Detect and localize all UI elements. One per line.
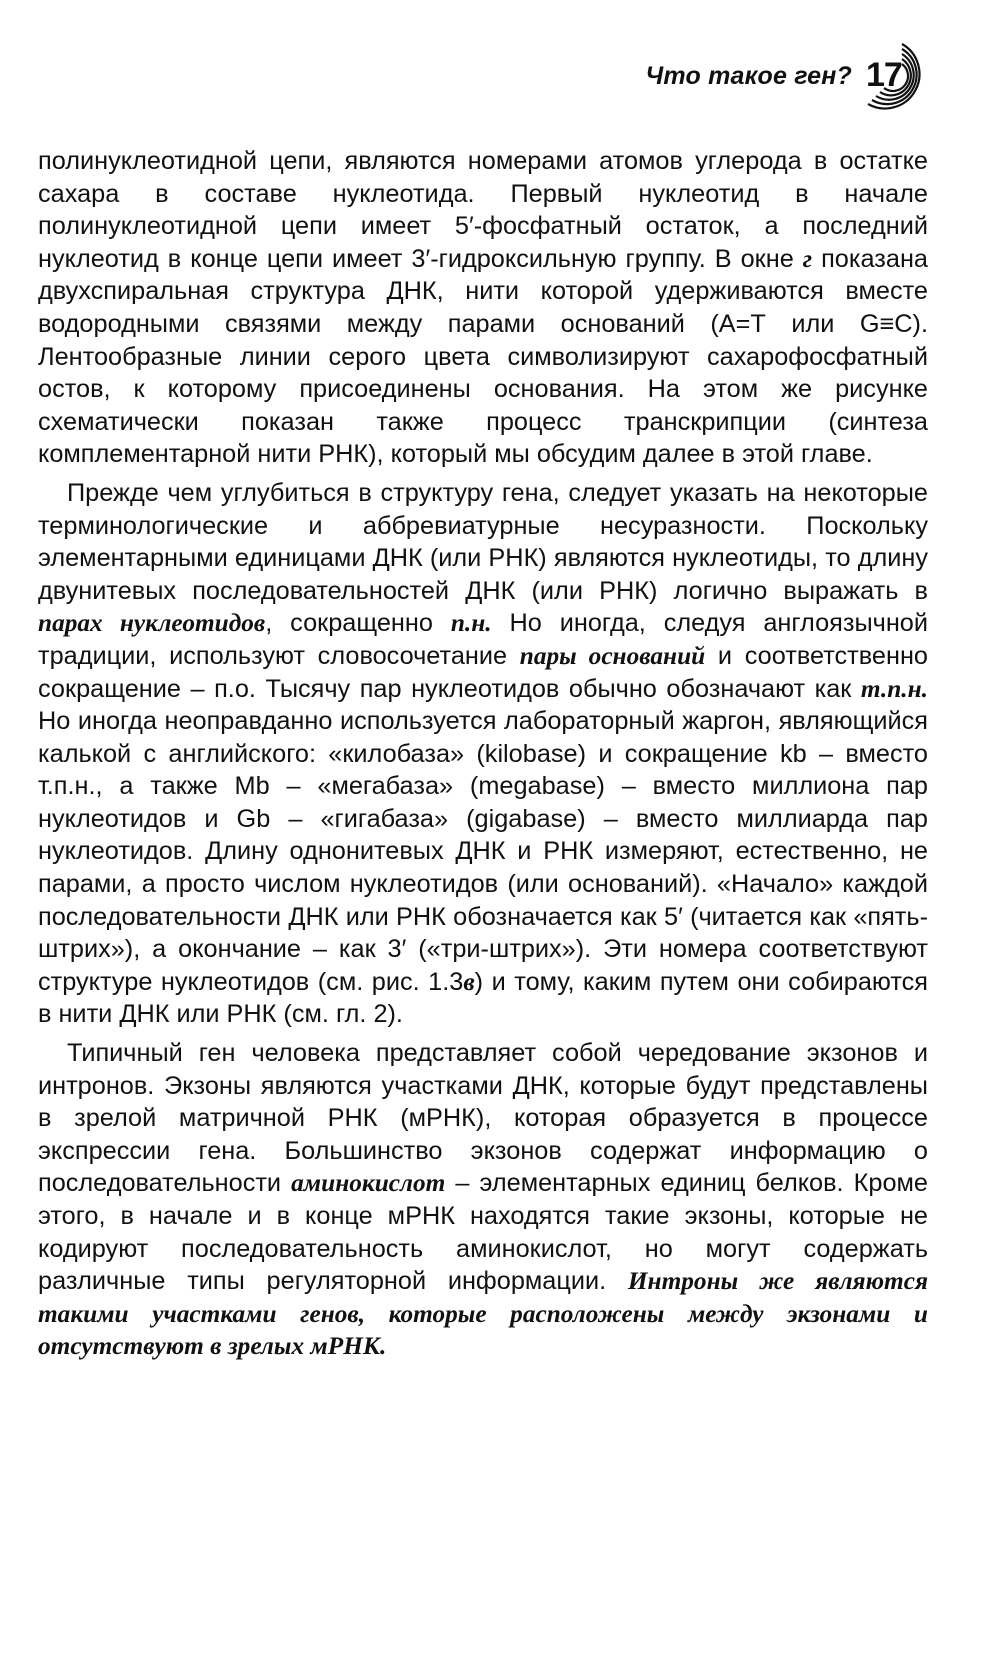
paragraph-3-text-1: Типичный ген человека представляет собой чередование экзонов и интронов. Экзоны являются участками ДНК, которые будут представлены в зрелой матричной РНК (мРНК), которая образуется в процессе экспрессии гена. Большинство экзонов содержат информацию о последовательности: [38, 1039, 928, 1198]
paragraph-3-text-2: – элементарных единиц белков. Кроме этого, в начале и в конце мРНК находятся такие экзоны, которые не кодируют последовательность аминокислот, но могут содержать различные типы регуляторной информации.: [38, 1169, 928, 1296]
paragraph-1-italic-letter: г: [802, 244, 813, 273]
term-aminokislot: аминокислот: [291, 1169, 446, 1198]
term-pary-osnovaniy: пары оснований: [519, 641, 706, 670]
paragraph-1: [38, 145, 928, 471]
paragraph-2-text-2: , сокращенно: [265, 609, 451, 638]
paragraph-2-text-6: ) и тому, каким путем они собираются в нити ДНК или РНК (см. гл. 2).: [38, 967, 928, 1029]
term-tpn: т.п.н.: [860, 674, 928, 703]
paragraph-2-text-5: Но иногда неоправданно используется лабораторный жаргон, являющийся калькой с английского: «килобаза» (kilobase) и сокращение kb – вместо т.п.н., а также Mb – «мегабаза» (megabase) – вместо миллиона пар нуклеотидов и Gb – «гигабаза» (gigabase) – вместо миллиарда пар нуклеотидов. Длину однонитевых ДНК и РНК измеряют, естественно, не парами, а просто числом нуклеотидов (или оснований). «Начало» каждой последовательности ДНК или РНК обозначается как 5′ (читается как «пять-штрих»), а окончание – как 3′ («три-штрих»). Эти номера соответствуют структуре нуклеотидов (см. рис. 1.3: [38, 707, 928, 996]
page-number: 17: [866, 56, 902, 94]
running-title: Что такое ген?: [645, 62, 852, 90]
paragraph-2-text-1: Прежде чем углубиться в структуру гена, следует указать на некоторые терминологические и аббревиатурные несуразности. Поскольку элементарными единицами ДНК (или РНК) являются нуклеотиды, то длину двунитевых последовательностей ДНК (или РНК) логично выражать в: [38, 478, 928, 605]
paragraph-1-text-b: показана двухспиральная структура ДНК, нити которой удерживаются вместе водородными связями между парами оснований (А=Т или G≡C). Лентообразные линии серого цвета символизируют сахарофосфатный остов, к которому присоединены основания. На этом же рисунке схематически показан также процесс транскрипции (синтеза комплементарной нити РНК), который мы обсудим далее в этой главе.: [38, 244, 928, 469]
paragraph-3: [38, 1037, 928, 1363]
term-pn: п.н.: [450, 609, 492, 638]
body-text: [38, 145, 928, 1363]
paragraph-1-text-a: полинуклеотидной цепи, являются номерами атомов углерода в остатке сахара в составе нуклеотида. Первый нуклеотид в начале полинуклеотидной цепи имеет 5′-фосфатный остаток, а последний нуклеотид в конце цепи имеет 3′-гидроксильную группу. В окне: [38, 147, 928, 273]
paragraph-2-text-4: и соответственно сокращение – п.о. Тысячу пар нуклеотидов обычно обозначают как: [38, 641, 928, 703]
introns-definition: Интроны же являются такими участками генов, которые расположены между экзонами и отсутствуют в зрелых мРНК.: [38, 1267, 928, 1361]
page-number-badge: [860, 40, 938, 112]
page-header: [0, 40, 1000, 110]
paragraph-2-text-3: Но иногда, следуя англоязычной традиции, используют словосочетание: [38, 609, 929, 670]
paragraph-2: [38, 477, 928, 1031]
figure-ref-letter: в: [463, 967, 475, 996]
term-pary-nukleotidov: парах нуклеотидов: [38, 609, 266, 638]
